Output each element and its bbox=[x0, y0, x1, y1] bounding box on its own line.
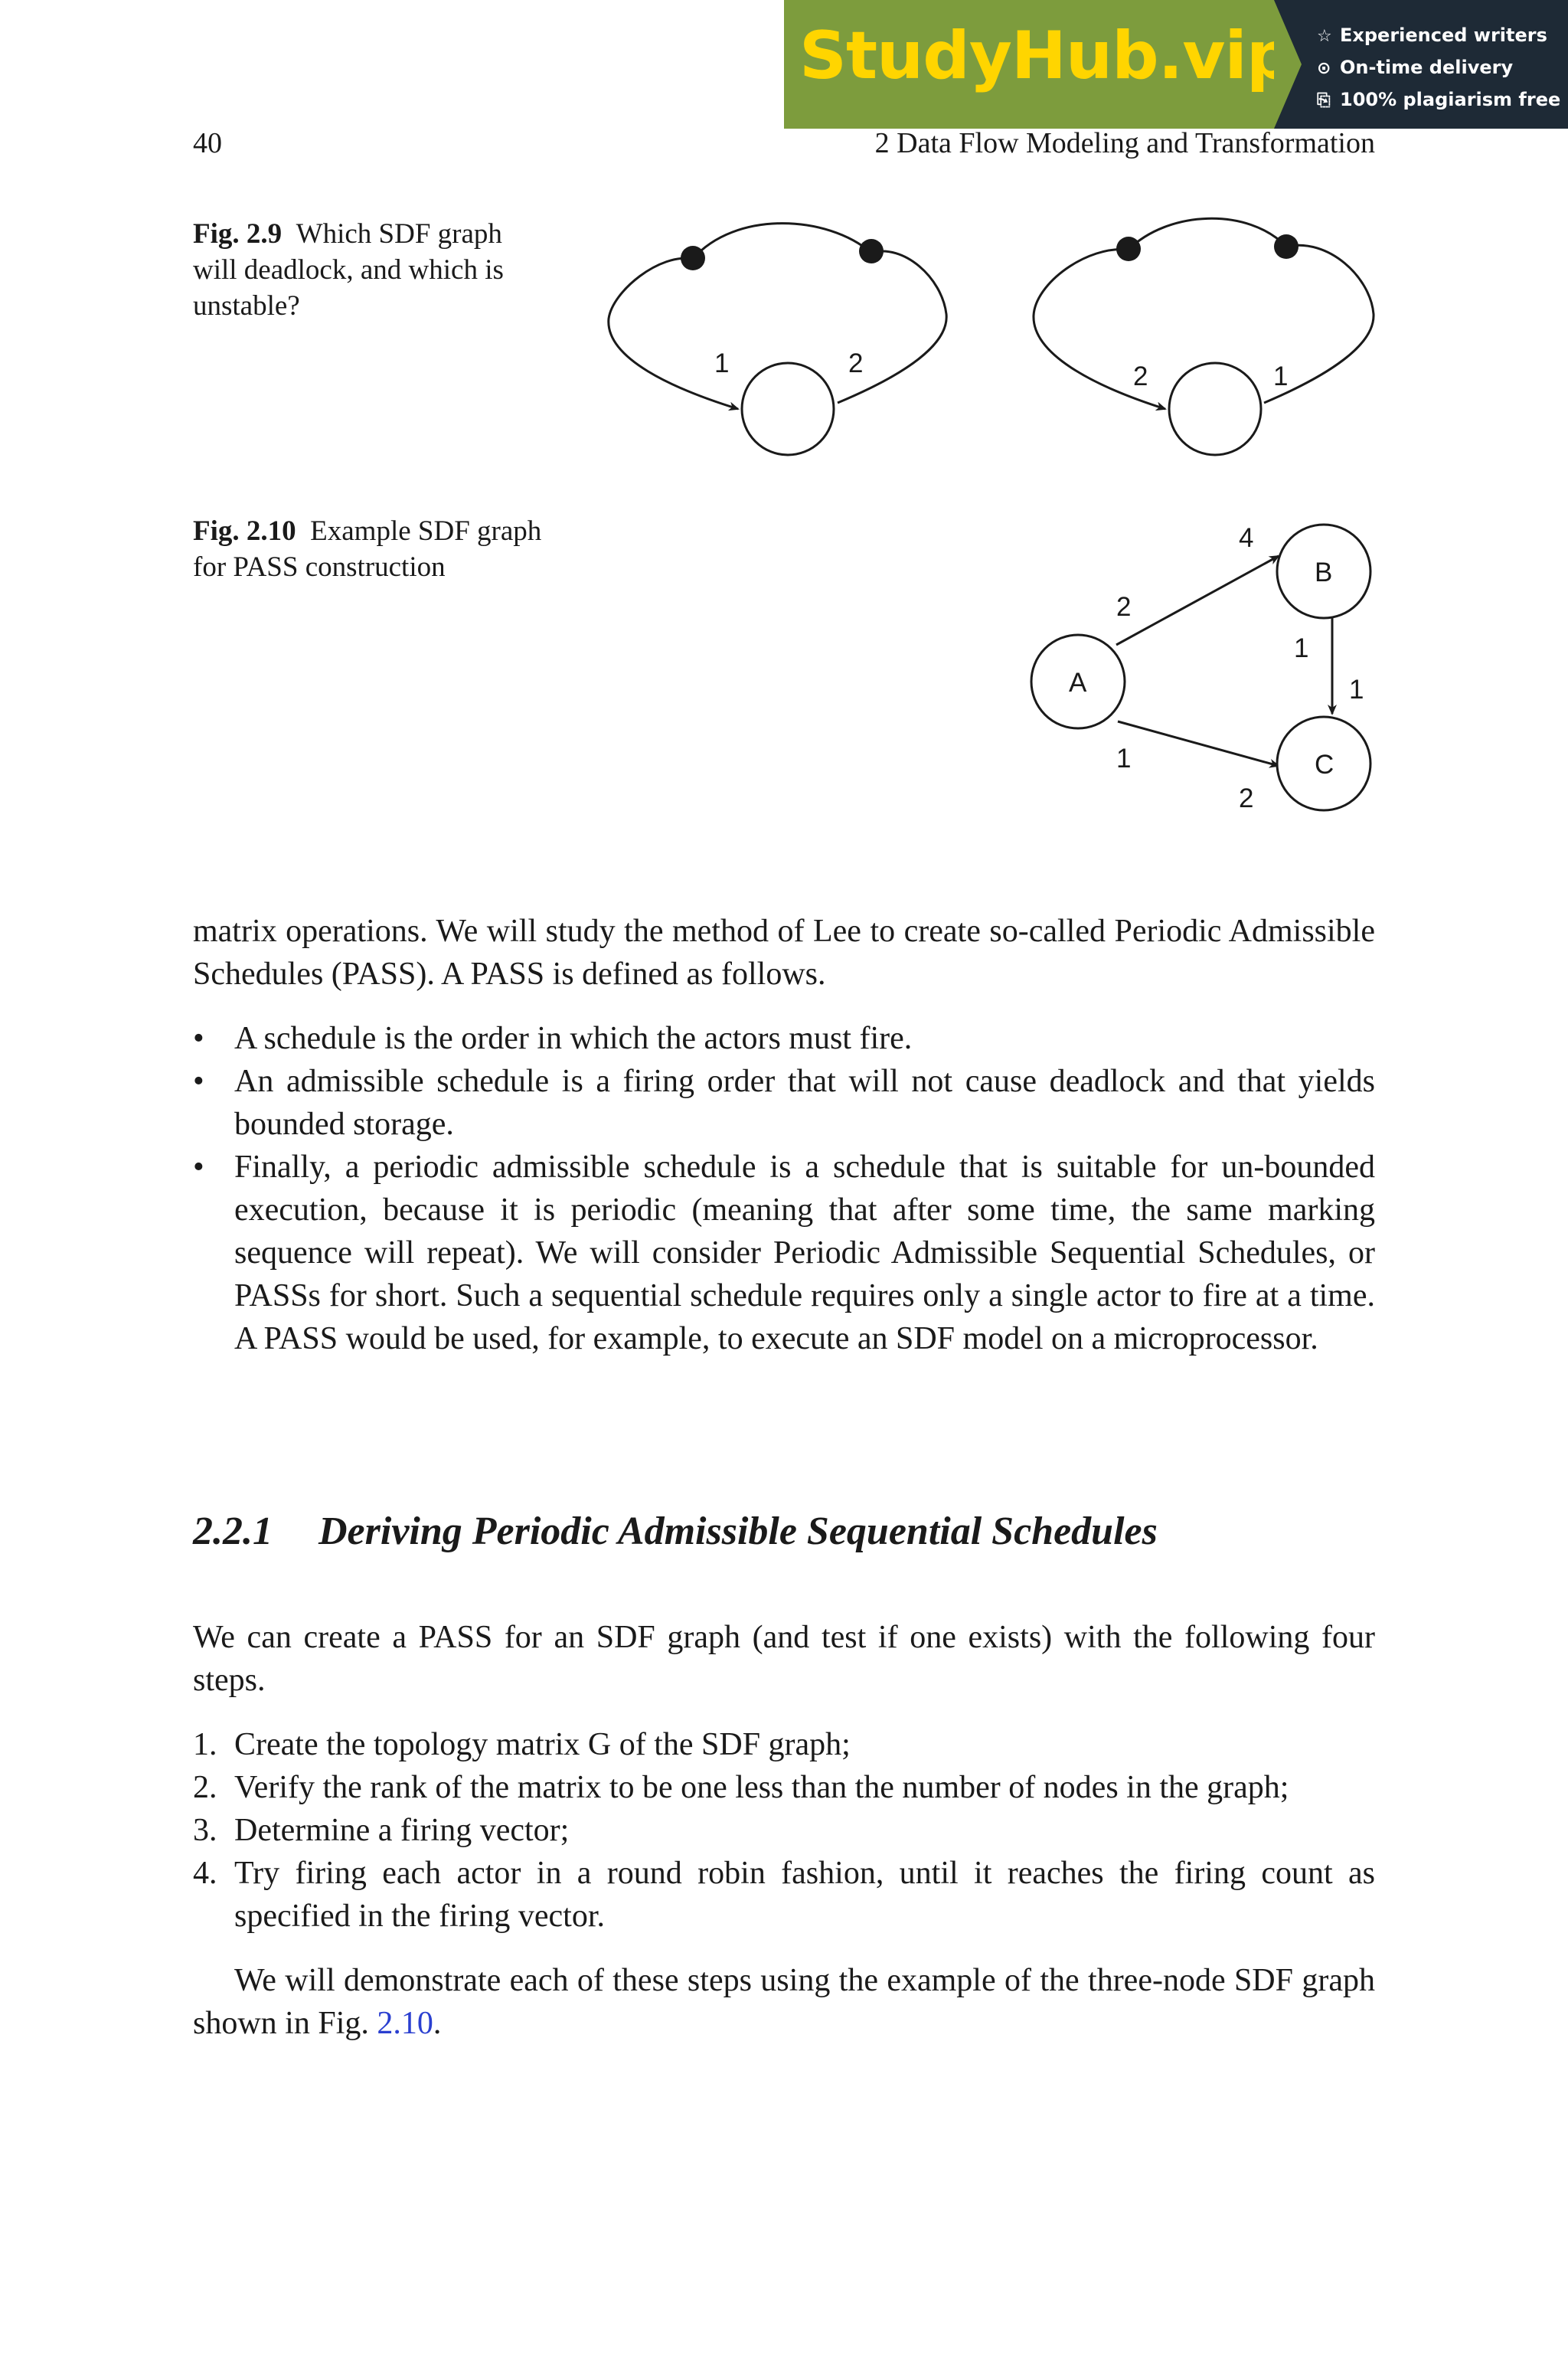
pass-definition-list bbox=[193, 1017, 1375, 1360]
token-dot bbox=[1274, 234, 1298, 259]
node-b-label: B bbox=[1315, 558, 1333, 587]
list-item bbox=[193, 1809, 1375, 1852]
steps-intro-paragraph: We can create a PASS for an SDF graph (and test if one exists) with the following four steps. bbox=[193, 1620, 1375, 1698]
banner-feature-label: On-time delivery bbox=[1340, 57, 1514, 78]
figure-2-9-left-graph bbox=[609, 224, 946, 455]
step-number: 4. bbox=[193, 1856, 217, 1891]
actor-node bbox=[1169, 363, 1261, 455]
list-item bbox=[193, 1146, 1375, 1360]
section-title: Deriving Periodic Admissible Sequential Schedules bbox=[318, 1510, 1158, 1553]
step-number: 2. bbox=[193, 1770, 217, 1805]
list-item bbox=[193, 1723, 1375, 1766]
studyhub-logo[interactable]: StudyHub.vip bbox=[799, 18, 1293, 94]
step-number: 1. bbox=[193, 1727, 217, 1762]
list-item bbox=[193, 1060, 1375, 1146]
edge-a-c-produce-label: 1 bbox=[1116, 744, 1132, 774]
list-item-text: Verify the rank of the matrix to be one less than the number of nodes in the graph; bbox=[234, 1770, 1289, 1805]
list-item bbox=[193, 1017, 1375, 1060]
figure-label: Fig. 2.10 bbox=[193, 515, 296, 547]
figure-label: Fig. 2.9 bbox=[193, 218, 283, 250]
intro-paragraph: matrix operations. We will study the method of Lee to create so-called Periodic Admissible Schedules (PASS). A PASS is defined as follows. bbox=[193, 914, 1375, 992]
token-dot bbox=[681, 246, 705, 270]
node-c-label: C bbox=[1315, 750, 1334, 780]
edge-a-to-b bbox=[1116, 556, 1279, 645]
figure-caption-text: Example SDF graph for PASS construction bbox=[193, 515, 542, 583]
star-icon: ☆ bbox=[1317, 27, 1332, 46]
rate-label-in: 2 bbox=[1133, 361, 1148, 391]
list-item-text: Determine a firing vector; bbox=[234, 1813, 570, 1848]
list-item-text: Try firing each actor in a round robin fashion, until it reaches the firing count as specified in the firing vector. bbox=[234, 1856, 1375, 1934]
figure-2-10-graph bbox=[1031, 523, 1370, 813]
banner-feature-label: Experienced writers bbox=[1340, 25, 1547, 46]
figure-caption-text: Which SDF graph will deadlock, and which is unstable? bbox=[193, 218, 504, 322]
clock-icon: ⊙ bbox=[1317, 59, 1331, 78]
rate-label-out: 2 bbox=[848, 348, 864, 378]
edge-a-c-consume-label: 2 bbox=[1239, 783, 1254, 813]
rate-label-out: 1 bbox=[1273, 361, 1289, 391]
list-item bbox=[193, 1852, 1375, 1938]
list-item bbox=[193, 1766, 1375, 1809]
banner-feature-label: 100% plagiarism free bbox=[1340, 89, 1561, 110]
edge-a-b-consume-label: 4 bbox=[1239, 523, 1254, 553]
list-item-text: An admissible schedule is a firing order that will not cause deadlock and that yields bounded storage. bbox=[234, 1064, 1375, 1142]
body-text-block-2 bbox=[193, 1616, 1375, 2045]
section-heading bbox=[193, 1509, 1158, 1554]
bullet-icon: • bbox=[193, 1150, 204, 1185]
edge-b-c-consume-label: 1 bbox=[1349, 675, 1364, 705]
page-number: 40 bbox=[193, 127, 222, 159]
list-item-text: A schedule is the order in which the actors must fire. bbox=[234, 1021, 913, 1056]
token-dot bbox=[1116, 237, 1141, 261]
bullet-icon: • bbox=[193, 1021, 204, 1056]
list-item-text: Finally, a periodic admissible schedule is a schedule that is suitable for un-bounded execution, because it is periodic (meaning that after some time, the same marking sequence will repeat). We will consider Periodic Admissible Sequential Schedules, or PASSs for short. Such a sequential schedule requires only a single actor to fire at a time. A PASS would be used, for example, to execute an SDF model on a microprocessor. bbox=[234, 1150, 1375, 1356]
figure-reference-link[interactable]: 2.10 bbox=[377, 2006, 433, 2041]
bullet-icon: • bbox=[193, 1064, 204, 1099]
closing-punctuation: . bbox=[433, 2006, 442, 2041]
rate-label-in: 1 bbox=[714, 348, 730, 378]
running-head: 2 Data Flow Modeling and Transformation bbox=[874, 127, 1375, 159]
node-a-label: A bbox=[1069, 668, 1087, 698]
section-number: 2.2.1 bbox=[193, 1510, 273, 1553]
edge-b-c-produce-label: 1 bbox=[1294, 633, 1309, 663]
figures-svg bbox=[0, 0, 1568, 881]
step-number: 3. bbox=[193, 1813, 217, 1848]
steps-list bbox=[193, 1723, 1375, 1938]
figure-2-9-right-graph bbox=[1034, 218, 1374, 455]
actor-node bbox=[742, 363, 834, 455]
list-item-text: Create the topology matrix G of the SDF graph; bbox=[234, 1727, 851, 1762]
document-icon: ⎘ bbox=[1317, 91, 1331, 110]
edge-a-b-produce-label: 2 bbox=[1116, 592, 1132, 622]
closing-paragraph bbox=[193, 1959, 1375, 2045]
closing-text: We will demonstrate each of these steps using the example of the three-node SDF graph shown in Fig. bbox=[193, 1963, 1375, 2041]
edge-a-to-c bbox=[1118, 721, 1279, 766]
token-dot bbox=[859, 239, 884, 263]
body-text-block bbox=[193, 910, 1375, 1360]
